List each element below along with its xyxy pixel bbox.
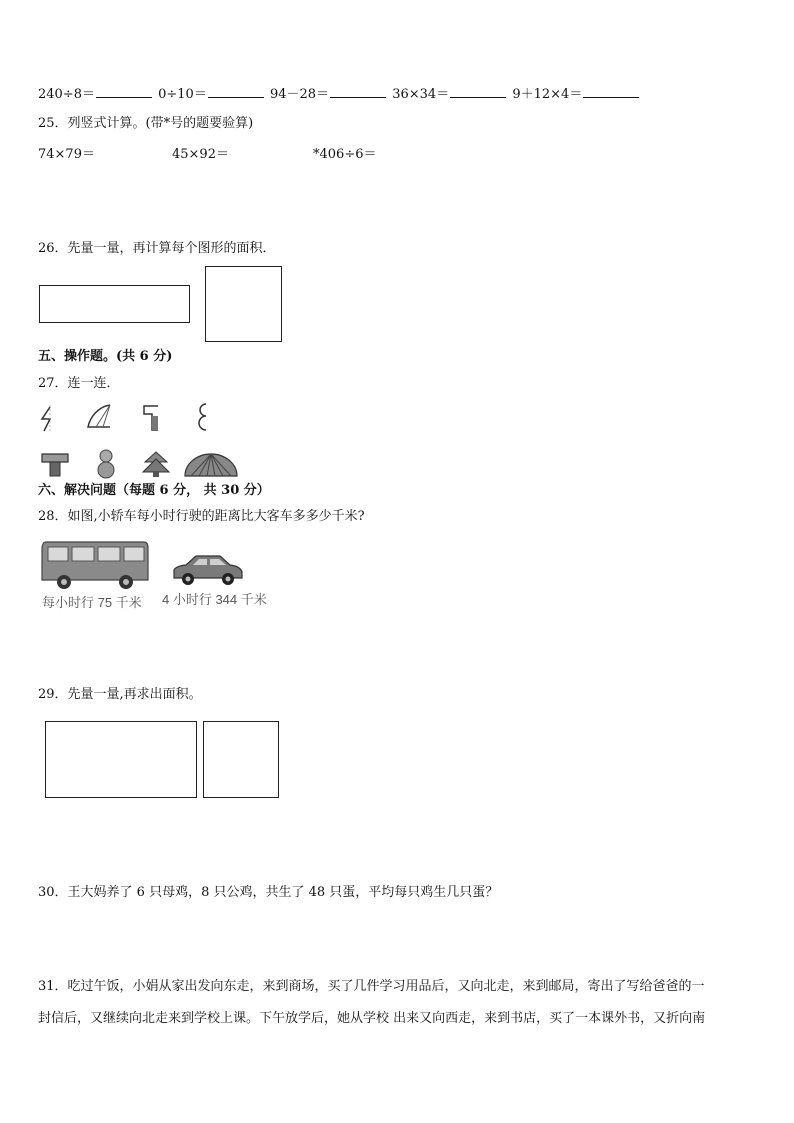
section-6-heading: 六、解决问题（每题 6 分， 共 30 分） bbox=[38, 483, 270, 498]
q26-title: 26．先量一量，再计算每个图形的面积． bbox=[38, 241, 276, 256]
q30-title: 30．王大妈养了 6 只母鸡，8 只公鸡，共生了 48 只蛋，平均每只鸡生几只蛋？ bbox=[38, 885, 499, 900]
q24-expr-3: 94－28＝ bbox=[269, 87, 330, 102]
q24-expr-2: 0÷10＝ bbox=[158, 87, 207, 102]
umbrella-icon bbox=[183, 452, 239, 478]
q25-item-3: *406÷6＝ bbox=[313, 147, 377, 162]
half-mushroom-icon bbox=[142, 404, 162, 432]
snowman-icon bbox=[95, 449, 117, 479]
bus-speed-caption: 每小时行 75 千米 bbox=[42, 595, 142, 610]
q26-rectangle bbox=[39, 285, 190, 323]
q29-rectangle bbox=[45, 721, 197, 798]
q24-expr-5: 9＋12×4＝ bbox=[512, 87, 583, 102]
q27-title: 27．连一连． bbox=[38, 376, 120, 391]
car-distance-caption: 4 小时行 344 千米 bbox=[162, 592, 267, 607]
car-icon bbox=[170, 552, 244, 588]
section-5-heading: 五、操作题。(共 6 分) bbox=[38, 349, 173, 364]
q29-square bbox=[203, 721, 279, 798]
q24-answer-blank-1[interactable] bbox=[96, 85, 152, 98]
half-lightning-icon bbox=[38, 405, 60, 433]
q25-item-1: 74×79＝ bbox=[38, 147, 95, 162]
bus-icon bbox=[40, 538, 150, 592]
mushroom-icon bbox=[40, 450, 70, 478]
q24-answer-blank-3[interactable] bbox=[330, 85, 386, 98]
q31-line-1: 31．吃过午饭，小娟从家出发向东走，来到商场，买了几件学习用品后，又向北走，来到邮局，寄出了写给爸爸的一 bbox=[38, 979, 705, 994]
q26-square bbox=[205, 266, 282, 342]
q24-answer-blank-2[interactable] bbox=[208, 85, 264, 98]
q25-title: 25．列竖式计算。(带*号的题要验算) bbox=[38, 116, 254, 131]
half-umbrella-icon bbox=[86, 403, 114, 431]
q24-row bbox=[38, 85, 639, 103]
q24-expr-1: 240÷8＝ bbox=[38, 87, 95, 102]
tree-icon bbox=[141, 450, 171, 478]
half-snowman-icon bbox=[196, 402, 210, 432]
q25-item-2: 45×92＝ bbox=[172, 147, 229, 162]
q28-title: 28．如图,小轿车每小时行驶的距离比大客车多多少千米? bbox=[38, 509, 365, 524]
q24-expr-4: 36×34＝ bbox=[392, 87, 450, 102]
q31-line-2: 封信后，又继续向北走来到学校上课。下午放学后，她从学校 出来又向西走，来到书店，买了一本课外书，又折向南 bbox=[38, 1011, 706, 1026]
q24-answer-blank-4[interactable] bbox=[450, 85, 506, 98]
q24-answer-blank-5[interactable] bbox=[583, 85, 639, 98]
q29-title: 29．先量一量,再求出面积。 bbox=[38, 687, 202, 702]
